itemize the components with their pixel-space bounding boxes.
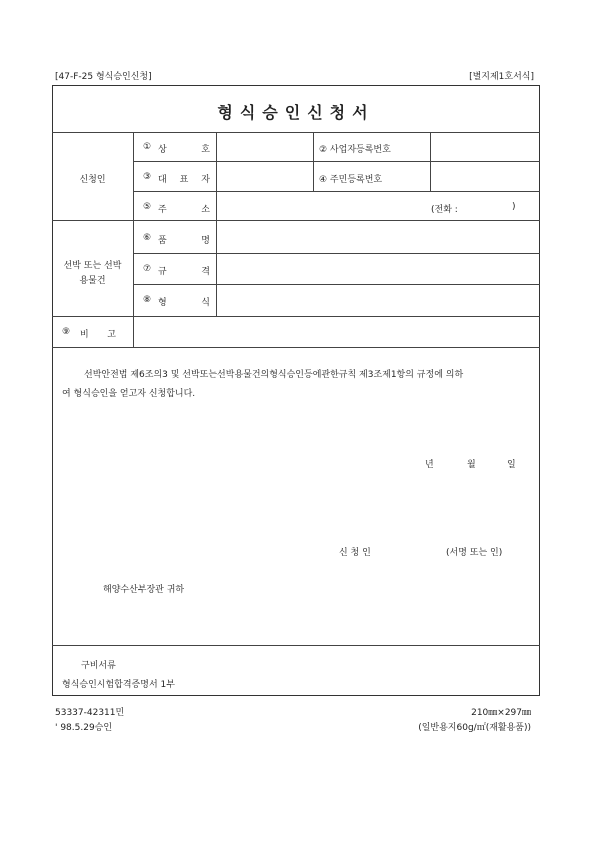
- declaration-line-1: 선박안전법 제6조의3 및 선박또는선박용물건의형식승인등에관한규칙 제3조제1항의 규정에 의하: [84, 370, 464, 380]
- product-name-label: 품 명: [158, 236, 210, 246]
- product-name-field[interactable]: [217, 221, 539, 252]
- divider: [133, 132, 134, 347]
- applicant-sign-label: 신 청 인: [339, 548, 371, 558]
- date-month-field[interactable]: [437, 455, 465, 469]
- trade-name-label: 상 호: [158, 145, 210, 155]
- item-section-label-line1: 선박 또는 선박: [63, 261, 122, 271]
- form-title: 형식승인신청서: [217, 103, 375, 122]
- footer-code: 53337-42311민: [55, 708, 125, 718]
- phone-field[interactable]: [466, 196, 510, 216]
- addressee: 해양수산부장관 귀하: [103, 585, 185, 595]
- date-year-field[interactable]: [380, 455, 420, 469]
- applicant-sign-field[interactable]: [380, 543, 440, 557]
- product-number: ⑥: [143, 233, 152, 243]
- divider: [52, 347, 540, 348]
- business-reg-label: ② 사업자등록번호: [319, 145, 391, 155]
- remarks-field[interactable]: [134, 317, 539, 346]
- declaration-line-2: 여 형식승인을 얻고자 신청합니다.: [62, 389, 196, 399]
- form-code: [47-F-25 형식승인신청]: [55, 72, 152, 82]
- address-number: ⑤: [143, 202, 152, 212]
- type-label: 형 식: [158, 298, 210, 308]
- representative-field[interactable]: [217, 162, 312, 190]
- footer-approval: ' 98.5.29승인: [55, 723, 113, 733]
- trade-name-field[interactable]: [217, 133, 312, 160]
- business-reg-field[interactable]: [431, 133, 539, 160]
- type-number: ⑧: [143, 295, 152, 305]
- remarks-label: 비 고: [80, 330, 116, 340]
- date-day-label: 일: [507, 460, 516, 470]
- resident-reg-field[interactable]: [431, 162, 539, 190]
- date-day-field[interactable]: [478, 455, 505, 469]
- address-label: 주 소: [158, 205, 210, 215]
- attachments-item: 형식승인시험합격증명서 1부: [62, 680, 175, 690]
- paper-spec: (일반용지60g/㎡(재활용품)): [418, 723, 531, 733]
- remarks-number: ⑨: [62, 327, 71, 337]
- paper-size: 210㎜×297㎜: [471, 708, 531, 718]
- attachments-heading: 구비서류: [81, 661, 116, 671]
- spec-field[interactable]: [217, 254, 539, 283]
- item-section-label-line2: 용물건: [79, 276, 106, 286]
- trade-name-number: ①: [143, 142, 152, 152]
- resident-reg-label: ④ 주민등록번호: [319, 175, 383, 185]
- representative-number: ③: [143, 172, 152, 182]
- form-number: [별지제1호서식]: [469, 72, 534, 82]
- date-month-label: 월: [467, 460, 476, 470]
- address-field[interactable]: [217, 192, 427, 219]
- divider: [313, 132, 314, 191]
- spec-label: 규 격: [158, 267, 210, 277]
- phone-close: ): [512, 202, 516, 212]
- date-year-label: 년: [425, 460, 434, 470]
- divider: [52, 645, 540, 646]
- sign-note: (서명 또는 인): [446, 548, 503, 558]
- representative-label: 대 표 자: [158, 175, 210, 185]
- phone-label: (전화 :: [431, 205, 458, 215]
- spec-number: ⑦: [143, 264, 152, 274]
- applicant-section-label: 신청인: [79, 175, 106, 185]
- type-field[interactable]: [217, 285, 539, 315]
